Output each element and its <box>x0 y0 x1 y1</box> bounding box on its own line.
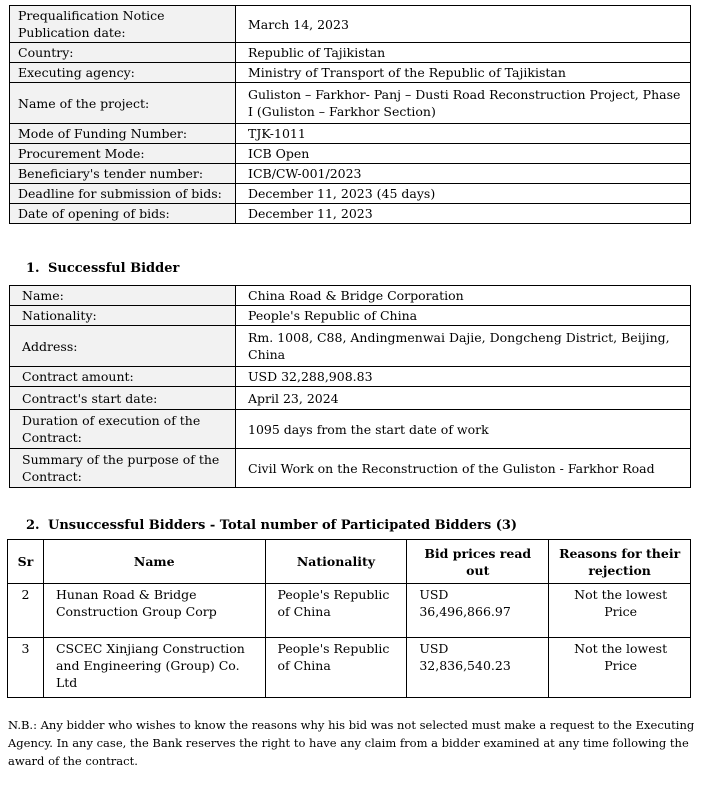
info-value: Ministry of Transport of the Republic of Tajikistan <box>236 63 691 83</box>
header-rejection-reason: Reasons for their rejection <box>549 540 691 584</box>
winner-value: April 23, 2024 <box>236 387 691 410</box>
info-label: Executing agency: <box>10 63 236 83</box>
info-row <box>10 184 691 204</box>
bidder-name: CSCEC Xinjiang Construction and Engineering (Group) Co. Ltd <box>43 638 265 698</box>
section-title: Unsuccessful Bidders - Total number of Participated Bidders (3) <box>48 518 518 533</box>
section-number: 2. <box>26 518 40 533</box>
winner-row <box>10 449 691 488</box>
winner-value: China Road & Bridge Corporation <box>236 286 691 306</box>
winner-value: People's Republic of China <box>236 306 691 326</box>
info-row <box>10 63 691 83</box>
info-value: ICB Open <box>236 144 691 164</box>
header-bid-price: Bid prices read out <box>407 540 549 584</box>
info-label: Procurement Mode: <box>10 144 236 164</box>
info-value: March 14, 2023 <box>236 6 691 43</box>
table-row <box>8 638 691 698</box>
unsuccessful-bidders-table <box>7 539 691 698</box>
section-heading-successful-bidder <box>26 261 179 276</box>
bidder-sr: 2 <box>8 584 44 638</box>
winner-row <box>10 306 691 326</box>
info-value: Guliston – Farkhor- Panj – Dusti Road Reconstruction Project, Phase I (Guliston – Farkhor Section) <box>236 83 691 124</box>
winner-row <box>10 387 691 410</box>
table-header-row <box>8 540 691 584</box>
section-title: Successful Bidder <box>48 261 180 276</box>
info-row <box>10 204 691 224</box>
info-row <box>10 164 691 184</box>
info-row <box>10 144 691 164</box>
bidder-name: Hunan Road & Bridge Construction Group Corp <box>43 584 265 638</box>
info-label: Date of opening of bids: <box>10 204 236 224</box>
winner-row <box>10 367 691 387</box>
info-label: Name of the project: <box>10 83 236 124</box>
winner-label: Name: <box>10 286 236 306</box>
successful-bidder-table <box>9 285 691 488</box>
info-label: Country: <box>10 43 236 63</box>
bidder-nationality: People's Republic of China <box>265 584 407 638</box>
info-row <box>10 43 691 63</box>
winner-label: Contract's start date: <box>10 387 236 410</box>
header-sr: Sr <box>8 540 44 584</box>
bidder-rejection-reason: Not the lowest Price <box>549 638 691 698</box>
procurement-info-table <box>9 5 691 224</box>
winner-row <box>10 326 691 367</box>
section-number: 1. <box>26 261 40 276</box>
info-row <box>10 124 691 144</box>
winner-label: Contract amount: <box>10 367 236 387</box>
info-value: December 11, 2023 <box>236 204 691 224</box>
table-row <box>8 584 691 638</box>
info-row <box>10 83 691 124</box>
winner-value: USD 32,288,908.83 <box>236 367 691 387</box>
bidder-bid-price: USD 32,836,540.23 <box>407 638 549 698</box>
bidder-nationality: People's Republic of China <box>265 638 407 698</box>
info-row <box>10 6 691 43</box>
winner-label: Address: <box>10 326 236 367</box>
bidder-bid-price: USD 36,496,866.97 <box>407 584 549 638</box>
bidder-sr: 3 <box>8 638 44 698</box>
winner-value: Rm. 1008, C88, Andingmenwai Dajie, Dongcheng District, Beijing, China <box>236 326 691 367</box>
winner-label: Nationality: <box>10 306 236 326</box>
section-heading-unsuccessful-bidders <box>26 518 517 533</box>
info-value: TJK-1011 <box>236 124 691 144</box>
header-nationality: Nationality <box>265 540 407 584</box>
winner-row <box>10 410 691 449</box>
winner-label: Summary of the purpose of the Contract: <box>10 449 236 488</box>
nb-note: N.B.: Any bidder who wishes to know the reasons why his bid was not selected must make a request to the Executing Agency. In any case, the Bank reserves the right to have any claim from a bidder examined at any time following the award of the contract. <box>8 718 695 768</box>
info-label: Mode of Funding Number: <box>10 124 236 144</box>
info-value: December 11, 2023 (45 days) <box>236 184 691 204</box>
info-label: Prequalification Notice Publication date: <box>10 6 236 43</box>
winner-value: 1095 days from the start date of work <box>236 410 691 449</box>
info-value: Republic of Tajikistan <box>236 43 691 63</box>
info-label: Deadline for submission of bids: <box>10 184 236 204</box>
winner-row <box>10 286 691 306</box>
winner-label: Duration of execution of the Contract: <box>10 410 236 449</box>
info-label: Beneficiary's tender number: <box>10 164 236 184</box>
winner-value: Civil Work on the Reconstruction of the Guliston - Farkhor Road <box>236 449 691 488</box>
info-value: ICB/CW-001/2023 <box>236 164 691 184</box>
header-name: Name <box>43 540 265 584</box>
bidder-rejection-reason: Not the lowest Price <box>549 584 691 638</box>
